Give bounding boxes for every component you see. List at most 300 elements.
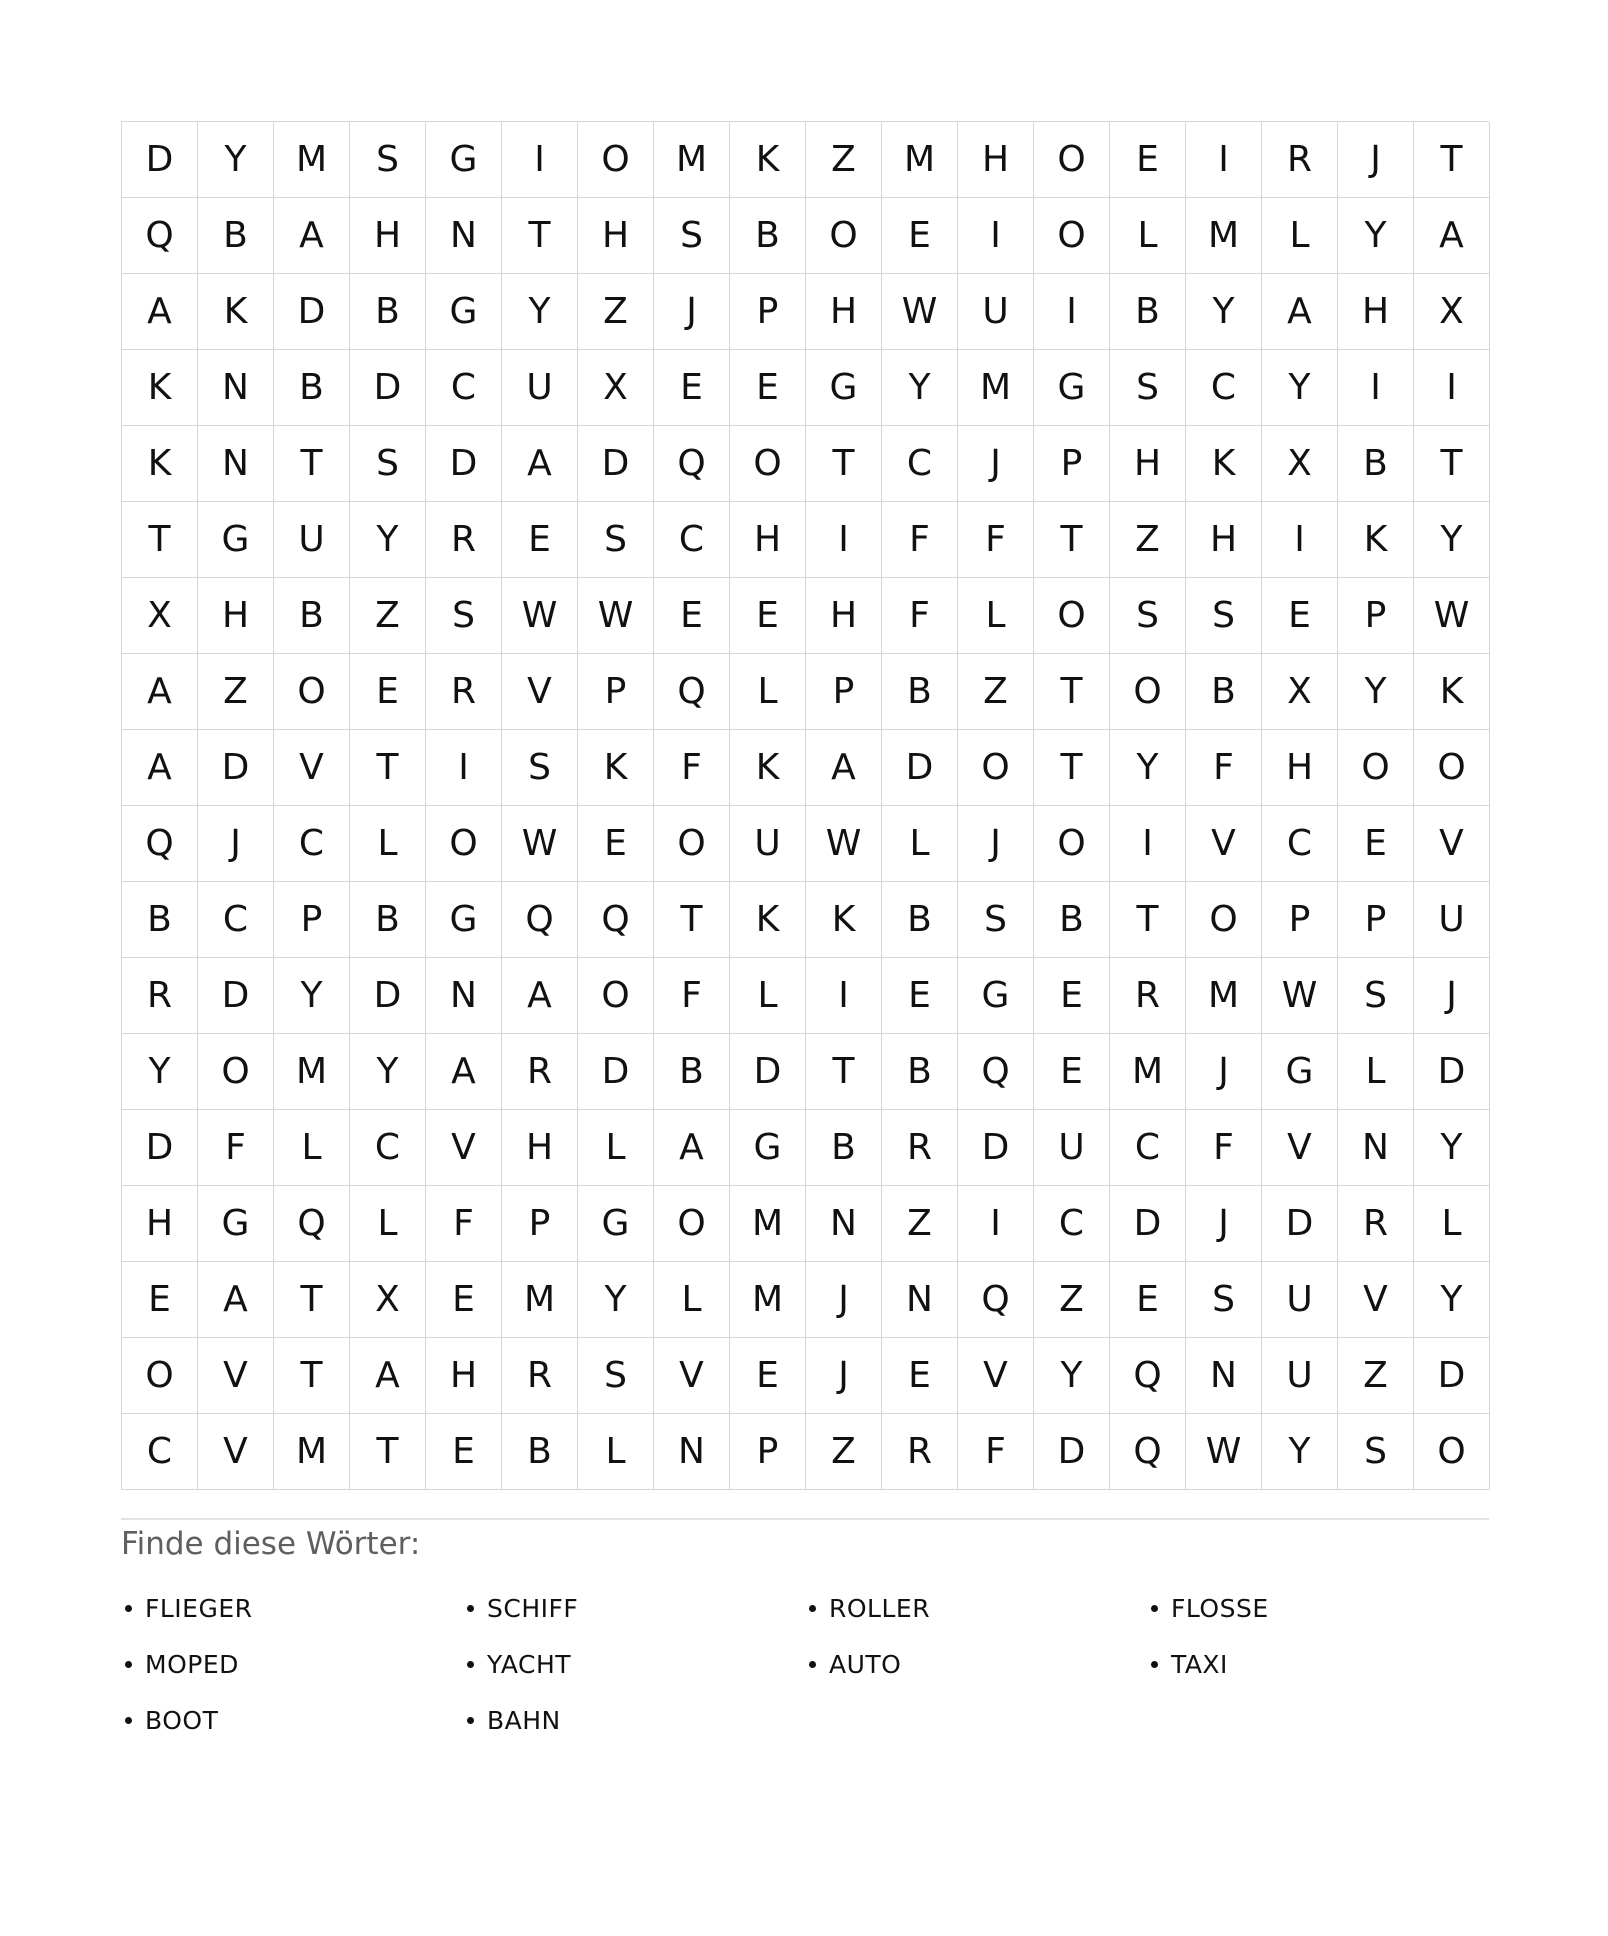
grid-cell[interactable]: A [1262, 274, 1338, 350]
grid-cell[interactable]: E [882, 1338, 958, 1414]
grid-cell[interactable]: H [198, 578, 274, 654]
grid-cell[interactable]: B [1338, 426, 1414, 502]
grid-cell[interactable]: M [654, 122, 730, 198]
grid-cell[interactable]: R [502, 1338, 578, 1414]
grid-cell[interactable]: S [578, 502, 654, 578]
grid-cell[interactable]: E [1338, 806, 1414, 882]
grid-cell[interactable]: P [1262, 882, 1338, 958]
grid-cell[interactable]: O [1338, 730, 1414, 806]
grid-cell[interactable]: R [1262, 122, 1338, 198]
grid-cell[interactable]: O [958, 730, 1034, 806]
grid-cell[interactable]: T [502, 198, 578, 274]
grid-cell[interactable]: N [426, 198, 502, 274]
grid-cell[interactable]: S [958, 882, 1034, 958]
grid-cell[interactable]: E [654, 350, 730, 426]
grid-cell[interactable]: E [730, 350, 806, 426]
grid-cell[interactable]: I [1414, 350, 1490, 426]
grid-cell[interactable]: C [350, 1110, 426, 1186]
grid-cell[interactable]: H [806, 578, 882, 654]
grid-cell[interactable]: N [426, 958, 502, 1034]
grid-cell[interactable]: Z [1338, 1338, 1414, 1414]
grid-cell[interactable]: E [502, 502, 578, 578]
grid-cell[interactable]: H [730, 502, 806, 578]
grid-cell[interactable]: D [122, 122, 198, 198]
grid-cell[interactable]: X [1262, 426, 1338, 502]
grid-cell[interactable]: Z [882, 1186, 958, 1262]
grid-cell[interactable]: O [730, 426, 806, 502]
grid-cell[interactable]: T [274, 426, 350, 502]
grid-cell[interactable]: H [350, 198, 426, 274]
grid-cell[interactable]: G [198, 1186, 274, 1262]
grid-cell[interactable]: R [1110, 958, 1186, 1034]
grid-cell[interactable]: E [426, 1262, 502, 1338]
grid-cell[interactable]: P [730, 1414, 806, 1490]
grid-cell[interactable]: I [958, 1186, 1034, 1262]
grid-cell[interactable]: E [578, 806, 654, 882]
grid-cell[interactable]: V [958, 1338, 1034, 1414]
grid-cell[interactable]: P [1034, 426, 1110, 502]
grid-cell[interactable]: S [426, 578, 502, 654]
grid-cell[interactable]: W [882, 274, 958, 350]
grid-cell[interactable]: P [502, 1186, 578, 1262]
grid-cell[interactable]: H [958, 122, 1034, 198]
grid-cell[interactable]: M [502, 1262, 578, 1338]
grid-cell[interactable]: Q [654, 654, 730, 730]
grid-cell[interactable]: D [1034, 1414, 1110, 1490]
grid-cell[interactable]: B [1186, 654, 1262, 730]
grid-cell[interactable]: H [502, 1110, 578, 1186]
grid-cell[interactable]: A [654, 1110, 730, 1186]
grid-cell[interactable]: Q [1110, 1414, 1186, 1490]
grid-cell[interactable]: E [1110, 122, 1186, 198]
grid-cell[interactable]: C [1110, 1110, 1186, 1186]
grid-cell[interactable]: V [198, 1338, 274, 1414]
grid-cell[interactable]: O [274, 654, 350, 730]
grid-cell[interactable]: T [1034, 502, 1110, 578]
grid-cell[interactable]: D [958, 1110, 1034, 1186]
grid-cell[interactable]: Q [578, 882, 654, 958]
grid-cell[interactable]: G [806, 350, 882, 426]
grid-cell[interactable]: V [198, 1414, 274, 1490]
grid-cell[interactable]: K [1414, 654, 1490, 730]
grid-cell[interactable]: J [1186, 1186, 1262, 1262]
grid-cell[interactable]: K [122, 426, 198, 502]
grid-cell[interactable]: E [1034, 1034, 1110, 1110]
grid-cell[interactable]: K [730, 122, 806, 198]
grid-cell[interactable]: O [1034, 198, 1110, 274]
grid-cell[interactable]: F [426, 1186, 502, 1262]
grid-cell[interactable]: H [1186, 502, 1262, 578]
grid-cell[interactable]: R [1338, 1186, 1414, 1262]
grid-cell[interactable]: W [1414, 578, 1490, 654]
grid-cell[interactable]: M [958, 350, 1034, 426]
grid-cell[interactable]: S [350, 122, 426, 198]
grid-cell[interactable]: O [426, 806, 502, 882]
grid-cell[interactable]: U [1262, 1262, 1338, 1338]
grid-cell[interactable]: Z [806, 1414, 882, 1490]
grid-cell[interactable]: J [1186, 1034, 1262, 1110]
grid-cell[interactable]: R [882, 1414, 958, 1490]
grid-cell[interactable]: N [198, 350, 274, 426]
grid-cell[interactable]: J [198, 806, 274, 882]
grid-cell[interactable]: A [350, 1338, 426, 1414]
grid-cell[interactable]: R [426, 502, 502, 578]
grid-cell[interactable]: D [198, 958, 274, 1034]
grid-cell[interactable]: M [1186, 198, 1262, 274]
grid-cell[interactable]: D [882, 730, 958, 806]
grid-cell[interactable]: B [350, 882, 426, 958]
grid-cell[interactable]: C [122, 1414, 198, 1490]
grid-cell[interactable]: O [1110, 654, 1186, 730]
grid-cell[interactable]: T [1414, 426, 1490, 502]
grid-cell[interactable]: E [882, 958, 958, 1034]
grid-cell[interactable]: T [654, 882, 730, 958]
grid-cell[interactable]: Z [958, 654, 1034, 730]
grid-cell[interactable]: D [578, 1034, 654, 1110]
grid-cell[interactable]: O [198, 1034, 274, 1110]
grid-cell[interactable]: B [274, 350, 350, 426]
grid-cell[interactable]: F [958, 1414, 1034, 1490]
grid-cell[interactable]: J [958, 806, 1034, 882]
grid-cell[interactable]: O [578, 122, 654, 198]
grid-cell[interactable]: N [882, 1262, 958, 1338]
grid-cell[interactable]: B [1034, 882, 1110, 958]
grid-cell[interactable]: W [1262, 958, 1338, 1034]
grid-cell[interactable]: Y [1186, 274, 1262, 350]
grid-cell[interactable]: I [1186, 122, 1262, 198]
grid-cell[interactable]: X [122, 578, 198, 654]
grid-cell[interactable]: K [578, 730, 654, 806]
grid-cell[interactable]: P [578, 654, 654, 730]
grid-cell[interactable]: Y [1414, 1262, 1490, 1338]
grid-cell[interactable]: D [1110, 1186, 1186, 1262]
grid-cell[interactable]: L [1262, 198, 1338, 274]
grid-cell[interactable]: M [1186, 958, 1262, 1034]
grid-cell[interactable]: S [350, 426, 426, 502]
grid-cell[interactable]: L [1338, 1034, 1414, 1110]
grid-cell[interactable]: U [1034, 1110, 1110, 1186]
grid-cell[interactable]: R [426, 654, 502, 730]
grid-cell[interactable]: Z [806, 122, 882, 198]
grid-cell[interactable]: Q [122, 806, 198, 882]
grid-cell[interactable]: K [198, 274, 274, 350]
grid-cell[interactable]: B [882, 882, 958, 958]
grid-cell[interactable]: A [122, 730, 198, 806]
grid-cell[interactable]: P [1338, 578, 1414, 654]
grid-cell[interactable]: E [426, 1414, 502, 1490]
grid-cell[interactable]: P [274, 882, 350, 958]
grid-cell[interactable]: G [426, 274, 502, 350]
grid-cell[interactable]: Y [122, 1034, 198, 1110]
grid-cell[interactable]: T [806, 1034, 882, 1110]
grid-cell[interactable]: A [806, 730, 882, 806]
grid-cell[interactable]: U [502, 350, 578, 426]
grid-cell[interactable]: Z [1034, 1262, 1110, 1338]
grid-cell[interactable]: L [730, 958, 806, 1034]
grid-cell[interactable]: J [1338, 122, 1414, 198]
grid-cell[interactable]: N [654, 1414, 730, 1490]
grid-cell[interactable]: L [1414, 1186, 1490, 1262]
grid-cell[interactable]: L [654, 1262, 730, 1338]
grid-cell[interactable]: L [958, 578, 1034, 654]
grid-cell[interactable]: V [1262, 1110, 1338, 1186]
grid-cell[interactable]: Y [350, 1034, 426, 1110]
grid-cell[interactable]: X [1262, 654, 1338, 730]
grid-cell[interactable]: K [730, 882, 806, 958]
grid-cell[interactable]: U [958, 274, 1034, 350]
grid-cell[interactable]: H [1262, 730, 1338, 806]
grid-cell[interactable]: S [654, 198, 730, 274]
grid-cell[interactable]: Y [1110, 730, 1186, 806]
grid-cell[interactable]: O [1414, 1414, 1490, 1490]
grid-cell[interactable]: B [350, 274, 426, 350]
grid-cell[interactable]: O [1034, 806, 1110, 882]
grid-cell[interactable]: D [730, 1034, 806, 1110]
grid-cell[interactable]: A [122, 654, 198, 730]
grid-cell[interactable]: A [274, 198, 350, 274]
grid-cell[interactable]: O [1186, 882, 1262, 958]
grid-cell[interactable]: K [730, 730, 806, 806]
grid-cell[interactable]: F [1186, 1110, 1262, 1186]
grid-cell[interactable]: U [1262, 1338, 1338, 1414]
grid-cell[interactable]: M [274, 1414, 350, 1490]
grid-cell[interactable]: A [502, 958, 578, 1034]
grid-cell[interactable]: Y [502, 274, 578, 350]
grid-cell[interactable]: B [806, 1110, 882, 1186]
grid-cell[interactable]: J [654, 274, 730, 350]
grid-cell[interactable]: X [578, 350, 654, 426]
grid-cell[interactable]: B [730, 198, 806, 274]
grid-cell[interactable]: Y [1338, 654, 1414, 730]
grid-cell[interactable]: E [1262, 578, 1338, 654]
grid-cell[interactable]: Q [1110, 1338, 1186, 1414]
grid-cell[interactable]: F [882, 578, 958, 654]
grid-cell[interactable]: F [882, 502, 958, 578]
grid-cell[interactable]: M [274, 122, 350, 198]
grid-cell[interactable]: I [1110, 806, 1186, 882]
grid-cell[interactable]: O [1034, 578, 1110, 654]
grid-cell[interactable]: S [502, 730, 578, 806]
grid-cell[interactable]: B [274, 578, 350, 654]
grid-cell[interactable]: M [882, 122, 958, 198]
grid-cell[interactable]: B [654, 1034, 730, 1110]
grid-cell[interactable]: R [122, 958, 198, 1034]
grid-cell[interactable]: L [882, 806, 958, 882]
grid-cell[interactable]: Q [274, 1186, 350, 1262]
grid-cell[interactable]: O [1034, 122, 1110, 198]
grid-cell[interactable]: F [198, 1110, 274, 1186]
grid-cell[interactable]: J [806, 1338, 882, 1414]
grid-cell[interactable]: T [1034, 654, 1110, 730]
grid-cell[interactable]: K [1338, 502, 1414, 578]
grid-cell[interactable]: D [350, 350, 426, 426]
grid-cell[interactable]: W [1186, 1414, 1262, 1490]
grid-cell[interactable]: C [882, 426, 958, 502]
grid-cell[interactable]: K [1186, 426, 1262, 502]
grid-cell[interactable]: A [1414, 198, 1490, 274]
grid-cell[interactable]: V [1414, 806, 1490, 882]
grid-cell[interactable]: Q [958, 1262, 1034, 1338]
grid-cell[interactable]: O [654, 806, 730, 882]
grid-cell[interactable]: A [502, 426, 578, 502]
grid-cell[interactable]: D [122, 1110, 198, 1186]
grid-cell[interactable]: Q [654, 426, 730, 502]
grid-cell[interactable]: C [1186, 350, 1262, 426]
grid-cell[interactable]: E [1110, 1262, 1186, 1338]
grid-cell[interactable]: S [1186, 578, 1262, 654]
grid-cell[interactable]: A [426, 1034, 502, 1110]
grid-cell[interactable]: H [578, 198, 654, 274]
grid-cell[interactable]: C [426, 350, 502, 426]
grid-cell[interactable]: D [198, 730, 274, 806]
grid-cell[interactable]: E [730, 1338, 806, 1414]
grid-cell[interactable]: H [426, 1338, 502, 1414]
grid-cell[interactable]: I [806, 958, 882, 1034]
grid-cell[interactable]: F [654, 730, 730, 806]
grid-cell[interactable]: Y [1262, 350, 1338, 426]
grid-cell[interactable]: O [1414, 730, 1490, 806]
grid-cell[interactable]: A [198, 1262, 274, 1338]
grid-cell[interactable]: G [1262, 1034, 1338, 1110]
grid-cell[interactable]: M [730, 1262, 806, 1338]
grid-cell[interactable]: E [122, 1262, 198, 1338]
grid-cell[interactable]: M [730, 1186, 806, 1262]
grid-cell[interactable]: Y [578, 1262, 654, 1338]
grid-cell[interactable]: A [122, 274, 198, 350]
grid-cell[interactable]: L [578, 1414, 654, 1490]
grid-cell[interactable]: B [1110, 274, 1186, 350]
grid-cell[interactable]: D [1414, 1034, 1490, 1110]
grid-cell[interactable]: G [1034, 350, 1110, 426]
grid-cell[interactable]: I [1338, 350, 1414, 426]
grid-cell[interactable]: W [502, 806, 578, 882]
grid-cell[interactable]: B [882, 654, 958, 730]
grid-cell[interactable]: I [426, 730, 502, 806]
grid-cell[interactable]: B [122, 882, 198, 958]
grid-cell[interactable]: W [806, 806, 882, 882]
grid-cell[interactable]: G [958, 958, 1034, 1034]
grid-cell[interactable]: P [730, 274, 806, 350]
grid-cell[interactable]: C [198, 882, 274, 958]
grid-cell[interactable]: I [806, 502, 882, 578]
grid-cell[interactable]: T [122, 502, 198, 578]
grid-cell[interactable]: G [578, 1186, 654, 1262]
grid-cell[interactable]: S [1110, 350, 1186, 426]
grid-cell[interactable]: T [274, 1338, 350, 1414]
grid-cell[interactable]: Y [1034, 1338, 1110, 1414]
grid-cell[interactable]: C [1262, 806, 1338, 882]
grid-cell[interactable]: D [274, 274, 350, 350]
grid-cell[interactable]: Q [122, 198, 198, 274]
grid-cell[interactable]: Y [1338, 198, 1414, 274]
grid-cell[interactable]: D [426, 426, 502, 502]
grid-cell[interactable]: E [350, 654, 426, 730]
grid-cell[interactable]: X [1414, 274, 1490, 350]
grid-cell[interactable]: D [350, 958, 426, 1034]
grid-cell[interactable]: J [806, 1262, 882, 1338]
grid-cell[interactable]: T [1414, 122, 1490, 198]
grid-cell[interactable]: S [1338, 1414, 1414, 1490]
grid-cell[interactable]: Y [882, 350, 958, 426]
grid-cell[interactable]: C [654, 502, 730, 578]
grid-cell[interactable]: Y [1262, 1414, 1338, 1490]
grid-cell[interactable]: L [350, 1186, 426, 1262]
grid-cell[interactable]: L [274, 1110, 350, 1186]
grid-cell[interactable]: P [806, 654, 882, 730]
grid-cell[interactable]: H [806, 274, 882, 350]
grid-cell[interactable]: Y [1414, 1110, 1490, 1186]
grid-cell[interactable]: T [274, 1262, 350, 1338]
grid-cell[interactable]: W [578, 578, 654, 654]
grid-cell[interactable]: R [882, 1110, 958, 1186]
grid-cell[interactable]: V [502, 654, 578, 730]
grid-cell[interactable]: N [1338, 1110, 1414, 1186]
grid-cell[interactable]: F [958, 502, 1034, 578]
grid-cell[interactable]: B [882, 1034, 958, 1110]
grid-cell[interactable]: E [730, 578, 806, 654]
grid-cell[interactable]: L [730, 654, 806, 730]
grid-cell[interactable]: J [958, 426, 1034, 502]
grid-cell[interactable]: Z [578, 274, 654, 350]
grid-cell[interactable]: L [578, 1110, 654, 1186]
grid-cell[interactable]: G [426, 882, 502, 958]
grid-cell[interactable]: L [350, 806, 426, 882]
grid-cell[interactable]: J [1414, 958, 1490, 1034]
grid-cell[interactable]: S [1338, 958, 1414, 1034]
grid-cell[interactable]: D [1414, 1338, 1490, 1414]
grid-cell[interactable]: S [1110, 578, 1186, 654]
grid-cell[interactable]: M [274, 1034, 350, 1110]
grid-cell[interactable]: Y [198, 122, 274, 198]
grid-cell[interactable]: V [1186, 806, 1262, 882]
grid-cell[interactable]: Q [958, 1034, 1034, 1110]
grid-cell[interactable]: U [1414, 882, 1490, 958]
grid-cell[interactable]: T [350, 1414, 426, 1490]
grid-cell[interactable]: W [502, 578, 578, 654]
grid-cell[interactable]: I [1262, 502, 1338, 578]
grid-cell[interactable]: E [654, 578, 730, 654]
grid-cell[interactable]: T [806, 426, 882, 502]
grid-cell[interactable]: B [198, 198, 274, 274]
grid-cell[interactable]: Z [198, 654, 274, 730]
grid-cell[interactable]: T [1110, 882, 1186, 958]
grid-cell[interactable]: Z [1110, 502, 1186, 578]
grid-cell[interactable]: N [806, 1186, 882, 1262]
grid-cell[interactable]: X [350, 1262, 426, 1338]
grid-cell[interactable]: F [654, 958, 730, 1034]
grid-cell[interactable]: V [426, 1110, 502, 1186]
grid-cell[interactable]: O [654, 1186, 730, 1262]
grid-cell[interactable]: D [578, 426, 654, 502]
grid-cell[interactable]: S [1186, 1262, 1262, 1338]
grid-cell[interactable]: H [1110, 426, 1186, 502]
grid-cell[interactable]: S [578, 1338, 654, 1414]
grid-cell[interactable]: C [274, 806, 350, 882]
grid-cell[interactable]: B [502, 1414, 578, 1490]
grid-cell[interactable]: Z [350, 578, 426, 654]
grid-cell[interactable]: N [1186, 1338, 1262, 1414]
grid-cell[interactable]: U [274, 502, 350, 578]
grid-cell[interactable]: U [730, 806, 806, 882]
grid-cell[interactable]: E [882, 198, 958, 274]
grid-cell[interactable]: V [654, 1338, 730, 1414]
grid-cell[interactable]: G [730, 1110, 806, 1186]
grid-cell[interactable]: L [1110, 198, 1186, 274]
grid-cell[interactable]: C [1034, 1186, 1110, 1262]
grid-cell[interactable]: M [1110, 1034, 1186, 1110]
grid-cell[interactable]: K [122, 350, 198, 426]
grid-cell[interactable]: V [274, 730, 350, 806]
